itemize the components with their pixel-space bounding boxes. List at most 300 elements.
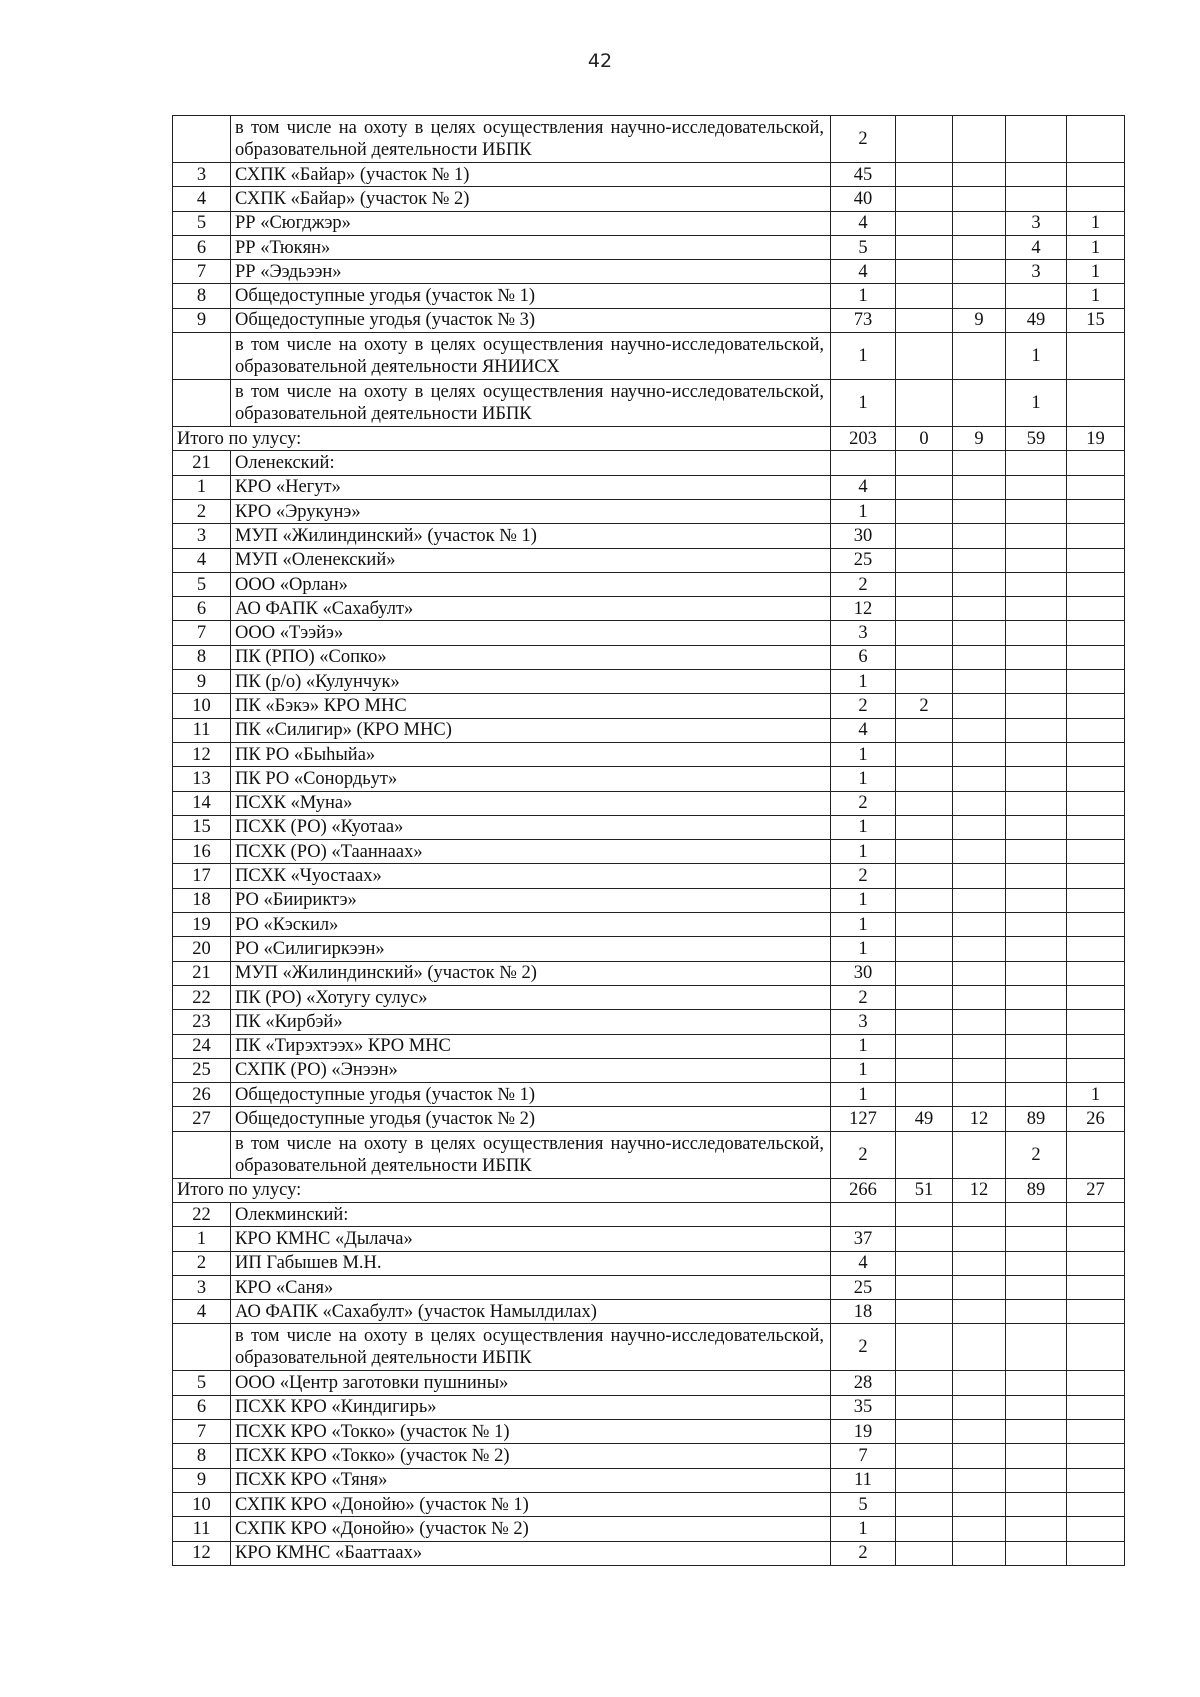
table-row [173, 815, 1125, 839]
row-number: 4 [173, 187, 231, 211]
row-number: 20 [173, 937, 231, 961]
table-row [173, 1517, 1125, 1541]
row-number: 1 [173, 1227, 231, 1251]
value-cell-c5 [1067, 1541, 1125, 1565]
value-cell-c2 [896, 163, 953, 187]
value-cell-c2 [896, 985, 953, 1009]
row-name: ПСХК КРО «Тяня» [231, 1468, 831, 1492]
value-cell-c1: 73 [831, 308, 896, 332]
row-number: 8 [173, 645, 231, 669]
value-cell-c2 [896, 1202, 953, 1226]
value-cell-c2 [896, 961, 953, 985]
value-cell-c1: 1 [831, 1517, 896, 1541]
value-cell-c3 [953, 961, 1006, 985]
value-cell-c1: 25 [831, 548, 896, 572]
value-cell-c2 [896, 791, 953, 815]
value-cell-c2: 51 [896, 1178, 953, 1202]
value-cell-c2 [896, 451, 953, 475]
row-name: ПСХК «Муна» [231, 791, 831, 815]
value-cell-c5 [1067, 864, 1125, 888]
table-row [173, 1227, 1125, 1251]
value-cell-c3 [953, 645, 1006, 669]
row-number: 7 [173, 260, 231, 284]
value-cell-c2 [896, 475, 953, 499]
value-cell-c5 [1067, 718, 1125, 742]
value-cell-c5 [1067, 1300, 1125, 1324]
value-cell-c5 [1067, 913, 1125, 937]
row-number: 23 [173, 1010, 231, 1034]
row-number: 22 [173, 985, 231, 1009]
value-cell-c2 [896, 767, 953, 791]
row-name: Олекминский: [231, 1202, 831, 1226]
value-cell-c5 [1067, 1275, 1125, 1299]
table-row [173, 1058, 1125, 1082]
row-name: в том числе на охоту в целях осуществления научно-исследовательской, образовательной деятельности ИБПК [231, 380, 831, 427]
subnote-row [173, 1131, 1125, 1178]
value-cell-c3 [953, 524, 1006, 548]
table-row [173, 767, 1125, 791]
value-cell-c3 [953, 767, 1006, 791]
value-cell-c3 [953, 235, 1006, 259]
value-cell-c3 [953, 1395, 1006, 1419]
value-cell-c5 [1067, 1395, 1125, 1419]
value-cell-c3 [953, 1300, 1006, 1324]
value-cell-c5 [1067, 1420, 1125, 1444]
value-cell-c5 [1067, 597, 1125, 621]
value-cell-c4 [1006, 1420, 1067, 1444]
table-row [173, 548, 1125, 572]
row-number: 22 [173, 1202, 231, 1226]
value-cell-c3 [953, 718, 1006, 742]
value-cell-c2 [896, 1420, 953, 1444]
value-cell-c2 [896, 1275, 953, 1299]
value-cell-c2 [896, 211, 953, 235]
value-cell-c4 [1006, 767, 1067, 791]
value-cell-c4 [1006, 524, 1067, 548]
value-cell-c5 [1067, 116, 1125, 163]
value-cell-c2 [896, 1058, 953, 1082]
value-cell-c4 [1006, 597, 1067, 621]
table-row [173, 913, 1125, 937]
value-cell-c1: 1 [831, 913, 896, 937]
value-cell-c1: 1 [831, 670, 896, 694]
value-cell-c3: 9 [953, 427, 1006, 451]
row-number: 26 [173, 1083, 231, 1107]
value-cell-c2 [896, 645, 953, 669]
row-name: ПК РО «Сонордьут» [231, 767, 831, 791]
value-cell-c4 [1006, 1034, 1067, 1058]
value-cell-c4 [1006, 1371, 1067, 1395]
value-cell-c3 [953, 1492, 1006, 1516]
row-name: РР «Тюкян» [231, 235, 831, 259]
value-cell-c2 [896, 1541, 953, 1565]
value-cell-c2 [896, 1468, 953, 1492]
row-number: 16 [173, 840, 231, 864]
table-row [173, 572, 1125, 596]
row-name: ПСХК (РО) «Тааннаах» [231, 840, 831, 864]
value-cell-c2 [896, 308, 953, 332]
row-number: 10 [173, 694, 231, 718]
table-row [173, 451, 1125, 475]
value-cell-c1: 127 [831, 1107, 896, 1131]
value-cell-c4 [1006, 1227, 1067, 1251]
value-cell-c1: 4 [831, 475, 896, 499]
row-number: 17 [173, 864, 231, 888]
value-cell-c4 [1006, 621, 1067, 645]
value-cell-c2 [896, 235, 953, 259]
value-cell-c2 [896, 1395, 953, 1419]
value-cell-c1: 1 [831, 499, 896, 523]
table-row [173, 937, 1125, 961]
row-name: ООО «Тээйэ» [231, 621, 831, 645]
value-cell-c5 [1067, 815, 1125, 839]
value-cell-c2 [896, 1251, 953, 1275]
value-cell-c3 [953, 572, 1006, 596]
value-cell-c5: 1 [1067, 235, 1125, 259]
value-cell-c3 [953, 1251, 1006, 1275]
value-cell-c1: 203 [831, 427, 896, 451]
row-name: РР «Ээдьээн» [231, 260, 831, 284]
value-cell-c4 [1006, 913, 1067, 937]
value-cell-c5 [1067, 1034, 1125, 1058]
total-label: Итого по улусу: [173, 427, 831, 451]
value-cell-c1: 25 [831, 1275, 896, 1299]
value-cell-c5 [1067, 1492, 1125, 1516]
value-cell-c3 [953, 864, 1006, 888]
value-cell-c1: 1 [831, 380, 896, 427]
value-cell-c1: 1 [831, 1083, 896, 1107]
row-name: РР «Сюгджэр» [231, 211, 831, 235]
row-name: АО ФАПК «Сахабулт» (участок Намылдилах) [231, 1300, 831, 1324]
value-cell-c5 [1067, 985, 1125, 1009]
table-row [173, 524, 1125, 548]
row-name: Оленекский: [231, 451, 831, 475]
row-name: ПК РО «Быһыйа» [231, 742, 831, 766]
value-cell-c3 [953, 211, 1006, 235]
value-cell-c3 [953, 1083, 1006, 1107]
value-cell-c5 [1067, 380, 1125, 427]
value-cell-c1: 1 [831, 1058, 896, 1082]
value-cell-c4 [1006, 1275, 1067, 1299]
value-cell-c4 [1006, 1083, 1067, 1107]
value-cell-c4 [1006, 961, 1067, 985]
value-cell-c2: 0 [896, 427, 953, 451]
subnote-row [173, 380, 1125, 427]
row-number: 3 [173, 163, 231, 187]
value-cell-c5 [1067, 1010, 1125, 1034]
value-cell-c1: 45 [831, 163, 896, 187]
value-cell-c1: 1 [831, 333, 896, 380]
value-cell-c2: 49 [896, 1107, 953, 1131]
value-cell-c1: 2 [831, 116, 896, 163]
value-cell-c4: 3 [1006, 260, 1067, 284]
row-number: 5 [173, 211, 231, 235]
value-cell-c3 [953, 621, 1006, 645]
row-number: 21 [173, 961, 231, 985]
row-number: 6 [173, 1395, 231, 1419]
value-cell-c5 [1067, 1371, 1125, 1395]
table-row [173, 1010, 1125, 1034]
value-cell-c5 [1067, 937, 1125, 961]
row-name: КРО «Негут» [231, 475, 831, 499]
table-row [173, 621, 1125, 645]
row-name: СХПК (РО) «Энээн» [231, 1058, 831, 1082]
value-cell-c2 [896, 380, 953, 427]
value-cell-c1: 37 [831, 1227, 896, 1251]
value-cell-c1: 18 [831, 1300, 896, 1324]
value-cell-c3 [953, 913, 1006, 937]
row-name: ПК (р/о) «Кулунчук» [231, 670, 831, 694]
value-cell-c5: 1 [1067, 260, 1125, 284]
value-cell-c1: 2 [831, 1131, 896, 1178]
total-row [173, 427, 1125, 451]
value-cell-c5 [1067, 1468, 1125, 1492]
value-cell-c4 [1006, 572, 1067, 596]
value-cell-c4: 1 [1006, 333, 1067, 380]
value-cell-c1: 2 [831, 572, 896, 596]
value-cell-c4 [1006, 1300, 1067, 1324]
value-cell-c5: 15 [1067, 308, 1125, 332]
row-number: 9 [173, 1468, 231, 1492]
value-cell-c5: 19 [1067, 427, 1125, 451]
row-name: СХПК КРО «Донойю» (участок № 1) [231, 1492, 831, 1516]
table-row [173, 260, 1125, 284]
row-number: 12 [173, 742, 231, 766]
value-cell-c5 [1067, 524, 1125, 548]
value-cell-c4: 1 [1006, 380, 1067, 427]
value-cell-c3 [953, 1275, 1006, 1299]
table-row [173, 597, 1125, 621]
value-cell-c3 [953, 1371, 1006, 1395]
value-cell-c2 [896, 840, 953, 864]
row-name: в том числе на охоту в целях осуществления научно-исследовательской, образовательной деятельности ИБПК [231, 1324, 831, 1371]
value-cell-c3 [953, 1420, 1006, 1444]
value-cell-c4 [1006, 475, 1067, 499]
value-cell-c4 [1006, 815, 1067, 839]
value-cell-c3 [953, 597, 1006, 621]
row-name: ПК «Силигир» (КРО МНС) [231, 718, 831, 742]
row-number: 14 [173, 791, 231, 815]
value-cell-c1 [831, 451, 896, 475]
row-name: Общедоступные угодья (участок № 3) [231, 308, 831, 332]
page-number: 42 [587, 50, 613, 72]
row-number: 9 [173, 670, 231, 694]
table-row [173, 1034, 1125, 1058]
value-cell-c5 [1067, 888, 1125, 912]
value-cell-c2 [896, 1324, 953, 1371]
total-label: Итого по улусу: [173, 1178, 831, 1202]
row-number [173, 380, 231, 427]
table-row [173, 308, 1125, 332]
value-cell-c1: 30 [831, 524, 896, 548]
value-cell-c1: 40 [831, 187, 896, 211]
value-cell-c3 [953, 284, 1006, 308]
value-cell-c4 [1006, 1202, 1067, 1226]
table-row [173, 1251, 1125, 1275]
value-cell-c5: 27 [1067, 1178, 1125, 1202]
row-name: в том числе на охоту в целях осуществления научно-исследовательской, образовательной деятельности ИБПК [231, 116, 831, 163]
value-cell-c1: 2 [831, 1324, 896, 1371]
value-cell-c2 [896, 742, 953, 766]
row-number: 1 [173, 475, 231, 499]
value-cell-c1: 2 [831, 985, 896, 1009]
value-cell-c5 [1067, 621, 1125, 645]
row-number: 8 [173, 284, 231, 308]
value-cell-c5 [1067, 1324, 1125, 1371]
table-row [173, 694, 1125, 718]
value-cell-c4: 89 [1006, 1178, 1067, 1202]
value-cell-c2 [896, 548, 953, 572]
row-name: ПК (РО) «Хотугу сулус» [231, 985, 831, 1009]
value-cell-c1: 1 [831, 1034, 896, 1058]
row-name: ПСХК «Чуостаах» [231, 864, 831, 888]
value-cell-c3 [953, 1468, 1006, 1492]
row-number: 4 [173, 1300, 231, 1324]
value-cell-c3 [953, 333, 1006, 380]
value-cell-c1: 6 [831, 645, 896, 669]
value-cell-c2 [896, 864, 953, 888]
value-cell-c4 [1006, 694, 1067, 718]
table-row [173, 1371, 1125, 1395]
value-cell-c4 [1006, 116, 1067, 163]
table-row [173, 187, 1125, 211]
value-cell-c5 [1067, 187, 1125, 211]
table-row [173, 163, 1125, 187]
value-cell-c3 [953, 1517, 1006, 1541]
table-row [173, 1300, 1125, 1324]
value-cell-c4 [1006, 742, 1067, 766]
table-row [173, 1444, 1125, 1468]
row-name: РО «Биириктэ» [231, 888, 831, 912]
value-cell-c4 [1006, 1444, 1067, 1468]
value-cell-c3 [953, 187, 1006, 211]
value-cell-c2 [896, 597, 953, 621]
value-cell-c1: 2 [831, 694, 896, 718]
table-row [173, 499, 1125, 523]
value-cell-c5 [1067, 840, 1125, 864]
value-cell-c5 [1067, 572, 1125, 596]
value-cell-c2 [896, 187, 953, 211]
row-name: МУП «Жилиндинский» (участок № 1) [231, 524, 831, 548]
row-name: ПСХК КРО «Киндигирь» [231, 1395, 831, 1419]
value-cell-c3: 9 [953, 308, 1006, 332]
row-name: в том числе на охоту в целях осуществления научно-исследовательской, образовательной деятельности ЯНИИСХ [231, 333, 831, 380]
value-cell-c4: 89 [1006, 1107, 1067, 1131]
row-number: 19 [173, 913, 231, 937]
table-row [173, 1420, 1125, 1444]
table-row [173, 1275, 1125, 1299]
value-cell-c2: 2 [896, 694, 953, 718]
value-cell-c1: 1 [831, 840, 896, 864]
value-cell-c3 [953, 937, 1006, 961]
row-number: 13 [173, 767, 231, 791]
value-cell-c5 [1067, 694, 1125, 718]
table-row [173, 235, 1125, 259]
row-number: 7 [173, 621, 231, 645]
row-name: КРО КМНС «Бааттаах» [231, 1541, 831, 1565]
value-cell-c2 [896, 524, 953, 548]
row-name: ООО «Орлан» [231, 572, 831, 596]
value-cell-c4 [1006, 548, 1067, 572]
row-name: КРО «Саня» [231, 1275, 831, 1299]
value-cell-c4 [1006, 937, 1067, 961]
row-name: ПСХК КРО «Токко» (участок № 1) [231, 1420, 831, 1444]
value-cell-c4 [1006, 1058, 1067, 1082]
value-cell-c1: 7 [831, 1444, 896, 1468]
value-cell-c3 [953, 1034, 1006, 1058]
row-name: ПК «Кирбэй» [231, 1010, 831, 1034]
row-name: КРО КМНС «Дылача» [231, 1227, 831, 1251]
value-cell-c5 [1067, 499, 1125, 523]
value-cell-c4 [1006, 1251, 1067, 1275]
row-number [173, 1324, 231, 1371]
value-cell-c5 [1067, 742, 1125, 766]
value-cell-c1: 1 [831, 742, 896, 766]
value-cell-c1: 5 [831, 1492, 896, 1516]
value-cell-c4 [1006, 1395, 1067, 1419]
table-row [173, 1083, 1125, 1107]
row-number: 3 [173, 1275, 231, 1299]
table-row [173, 718, 1125, 742]
total-row [173, 1178, 1125, 1202]
row-number: 2 [173, 499, 231, 523]
value-cell-c2 [896, 621, 953, 645]
value-cell-c1: 4 [831, 211, 896, 235]
value-cell-c2 [896, 260, 953, 284]
value-cell-c3 [953, 451, 1006, 475]
value-cell-c4 [1006, 670, 1067, 694]
value-cell-c4 [1006, 1010, 1067, 1034]
value-cell-c3 [953, 499, 1006, 523]
value-cell-c5 [1067, 670, 1125, 694]
row-number: 3 [173, 524, 231, 548]
value-cell-c4 [1006, 1517, 1067, 1541]
value-cell-c2 [896, 1492, 953, 1516]
row-name: ПК «Тирэхтээх» КРО МНС [231, 1034, 831, 1058]
value-cell-c1: 35 [831, 1395, 896, 1419]
value-cell-c5 [1067, 1058, 1125, 1082]
value-cell-c3 [953, 116, 1006, 163]
value-cell-c4 [1006, 791, 1067, 815]
value-cell-c3 [953, 888, 1006, 912]
row-name: Общедоступные угодья (участок № 2) [231, 1107, 831, 1131]
value-cell-c3 [953, 380, 1006, 427]
row-number: 15 [173, 815, 231, 839]
row-number: 25 [173, 1058, 231, 1082]
value-cell-c3: 12 [953, 1107, 1006, 1131]
value-cell-c3 [953, 163, 1006, 187]
value-cell-c4 [1006, 499, 1067, 523]
row-number: 18 [173, 888, 231, 912]
table-row [173, 1468, 1125, 1492]
value-cell-c3 [953, 742, 1006, 766]
row-name: в том числе на охоту в целях осуществления научно-исследовательской, образовательной деятельности ИБПК [231, 1131, 831, 1178]
value-cell-c3 [953, 475, 1006, 499]
value-cell-c4: 3 [1006, 211, 1067, 235]
value-cell-c2 [896, 1034, 953, 1058]
row-name: МУП «Оленекский» [231, 548, 831, 572]
table-row [173, 670, 1125, 694]
value-cell-c1: 4 [831, 1251, 896, 1275]
value-cell-c3 [953, 1541, 1006, 1565]
row-number: 6 [173, 597, 231, 621]
value-cell-c4 [1006, 718, 1067, 742]
value-cell-c4 [1006, 888, 1067, 912]
value-cell-c3 [953, 1010, 1006, 1034]
value-cell-c1: 3 [831, 1010, 896, 1034]
table-row [173, 791, 1125, 815]
value-cell-c1: 4 [831, 718, 896, 742]
